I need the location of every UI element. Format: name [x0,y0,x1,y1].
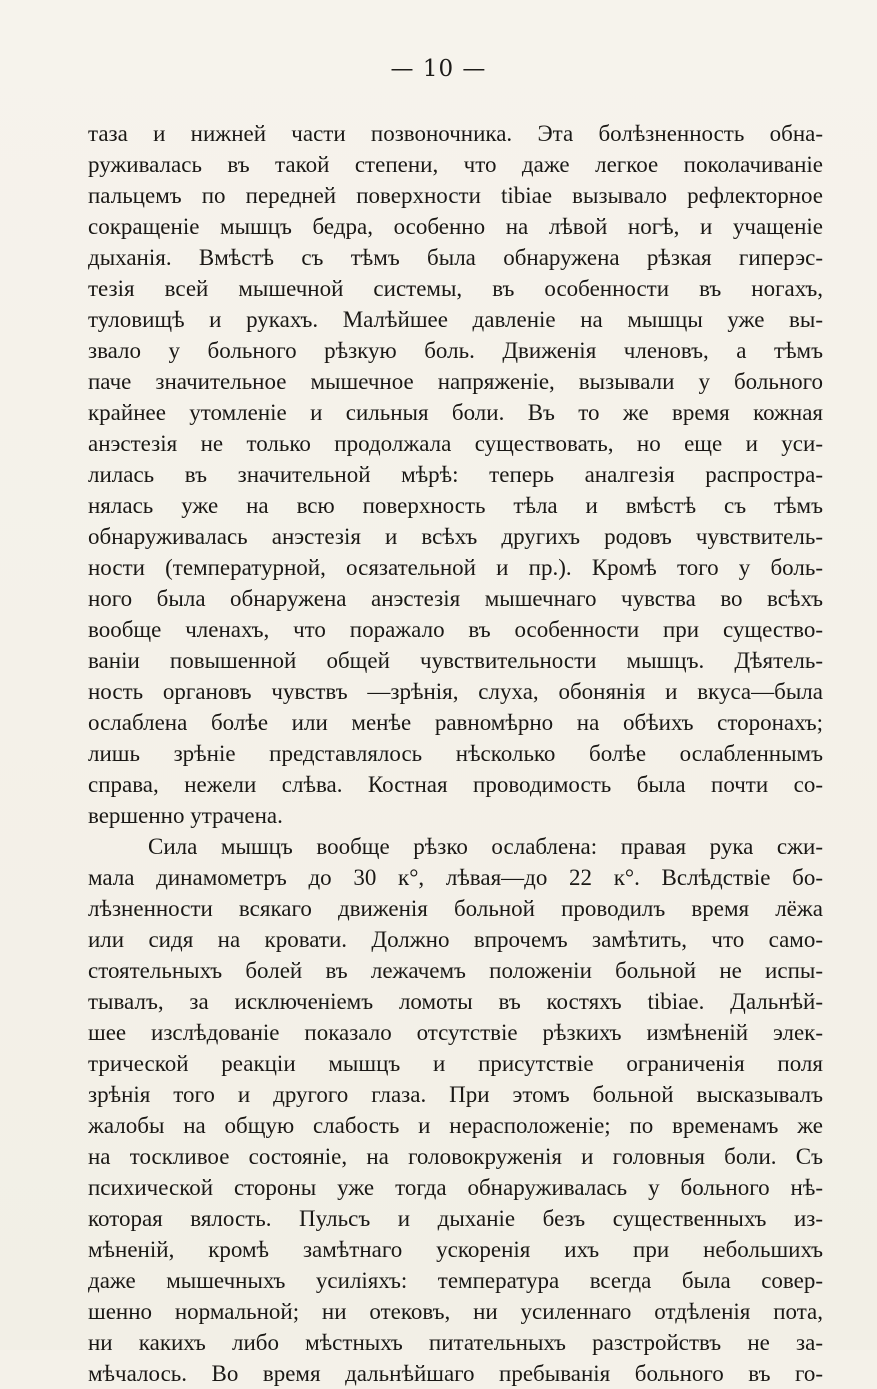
text-line: психической стороны уже тогда обнаруживалась у больного нѣ- [88,1175,823,1200]
text-line: мала динамометръ до 30 к°, лѣвая—до 22 к°. Вслѣдствіе бо- [88,865,823,890]
text-line: тезія всей мышечной системы, въ особенности въ ногахъ, [88,276,823,301]
text-line: крайнее утомленіе и сильныя боли. Въ то же время кожная [88,400,823,425]
text-line: паче значительное мышечное напряженіе, вызывали у больного [88,369,823,394]
text-line: нялась уже на всю поверхность тѣла и вмѣстѣ съ тѣмъ [88,493,823,518]
text-line: стоятельныхъ болей въ лежачемъ положеніи больной не испы- [88,958,823,983]
text-line: вершенно утрачена. [88,803,283,828]
text-line: ного была обнаружена анэстезія мышечнаго чувства во всѣхъ [88,586,823,611]
text-line: шее изслѣдованіе показало отсутствіе рѣзкихъ измѣненій элек- [88,1020,823,1045]
text-line: ности (температурной, осязательной и пр.). Кромѣ того у боль- [88,555,823,580]
text-line: Сила мышцъ вообще рѣзко ослаблена: правая рука сжи- [148,834,823,859]
text-line: на тоскливое состояніе, на головокруженія и головныя боли. Съ [88,1144,823,1169]
text-line: пальцемъ по передней поверхности tibiae вызывало рефлекторное [88,183,823,208]
text-line: ни какихъ либо мѣстныхъ питательныхъ разстройствъ не за- [88,1330,823,1355]
text-line: таза и нижней части позвоночника. Эта болѣзненность обна- [88,121,823,146]
paragraph [88,831,823,1389]
text-line: сокращеніе мышцъ бедра, особенно на лѣвой ногѣ, и учащеніе [88,214,823,239]
text-line: ваніи повышенной общей чувствительности мышцъ. Дѣятель- [88,648,823,673]
page-number: — 10 — [390,56,487,82]
text-line: жалобы на общую слабость и нерасположеніе; по временамъ же [88,1113,823,1138]
paragraph [88,118,823,831]
text-line: трической реакціи мышцъ и присутствіе ограниченія поля [88,1051,823,1076]
text-line: ность органовъ чувствъ —зрѣнія, слуха, обонянія и вкуса—была [88,679,823,704]
text-line: тывалъ, за исключеніемъ ломоты въ костяхъ tibiae. Дальнѣй- [88,989,823,1014]
text-line: звало у больного рѣзкую боль. Движенія членовъ, а тѣмъ [88,338,823,363]
text-line: или сидя на кровати. Должно впрочемъ замѣтить, что само- [88,927,823,952]
text-line: дыханія. Вмѣстѣ съ тѣмъ была обнаружена рѣзкая гиперэс- [88,245,823,270]
text-line: справа, нежели слѣва. Костная проводимость была почти со- [88,772,823,797]
text-line: вообще членахъ, что поражало въ особенности при существо- [88,617,823,642]
text-line: анэстезія не только продолжала существовать, но еще и уси- [88,431,823,456]
text-line: мѣненій, кромѣ замѣтнаго ускоренія ихъ при небольшихъ [88,1237,823,1262]
text-line: зрѣнія того и другого глаза. При этомъ больной высказывалъ [88,1082,823,1107]
text-line: лилась въ значительной мѣрѣ: теперь аналгезія распростра- [88,462,823,487]
text-line: которая вялость. Пульсъ и дыханіе безъ существенныхъ из- [88,1206,823,1231]
text-line: лишь зрѣніе представлялось нѣсколько болѣе ослабленнымъ [88,741,823,766]
text-line: лѣзненности всякаго движенія больной проводилъ время лёжа [88,896,823,921]
text-line: обнаруживалась анэстезія и всѣхъ другихъ родовъ чувствитель- [88,524,823,549]
text-line: руживалась въ такой степени, что даже легкое поколачиваніе [88,152,823,177]
text-line: туловищѣ и рукахъ. Малѣйшее давленіе на мышцы уже вы- [88,307,823,332]
text-line: мѣчалось. Во время дальнѣйшаго пребыванія больного въ го- [88,1361,823,1386]
text-line: ослаблена болѣе или менѣе равномѣрно на обѣихъ сторонахъ; [88,710,823,735]
text-line: шенно нормальной; ни отековъ, ни усиленнаго отдѣленія пота, [88,1299,823,1324]
body-text [88,118,823,1389]
text-line: даже мышечныхъ усиліяхъ: температура всегда была совер- [88,1268,823,1293]
